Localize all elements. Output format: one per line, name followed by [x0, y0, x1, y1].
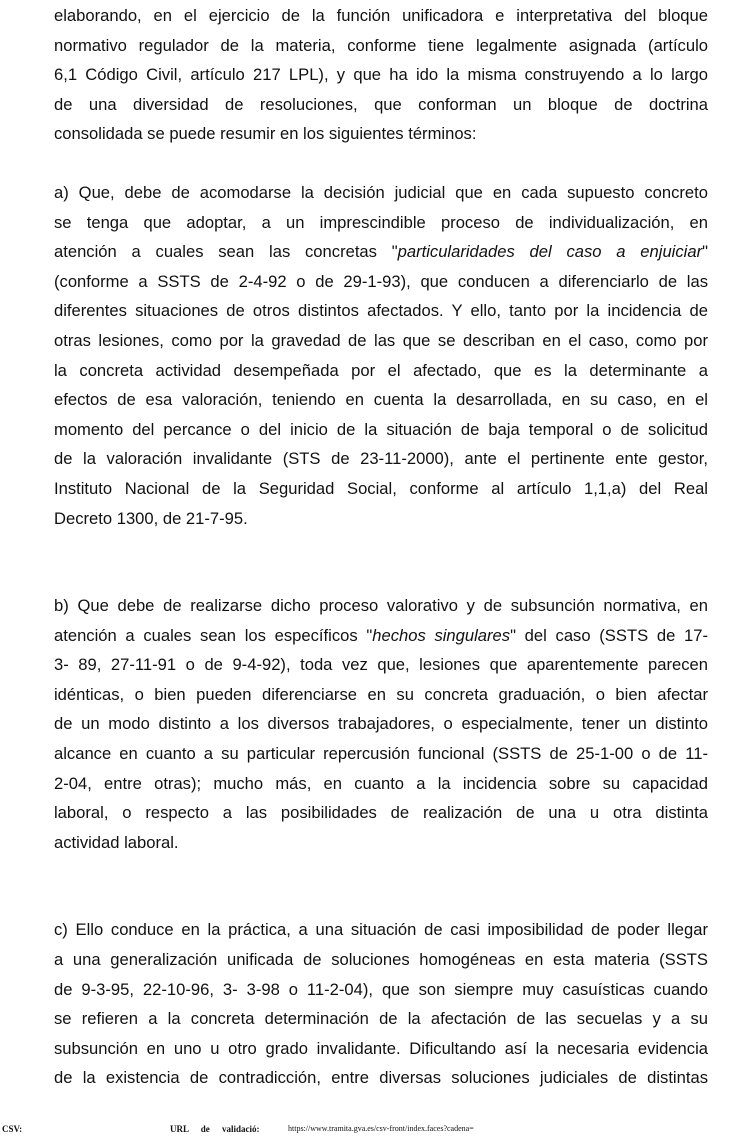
text-segment: " del caso (SSTS de 17-	[510, 625, 708, 645]
text-line: (conforme a SSTS de 2-4-92 o de 29-1-93), que conducen a diferenciarlo de las	[54, 271, 708, 291]
text-line: actividad laboral.	[54, 832, 179, 852]
paragraph-intro	[54, 0, 708, 149]
text-line: c) Ello conduce en la práctica, a una situación de casi imposibilidad de poder llegar	[54, 920, 708, 940]
text-segment: atención a cuales sean los específicos "	[54, 625, 373, 645]
text-segment: "	[702, 242, 708, 262]
document-page	[54, 0, 708, 1093]
csv-label: CSV:	[2, 1124, 23, 1134]
text-line: efectos de esa valoración, teniendo en cuenta la desarrollada, en su caso, en el	[54, 390, 708, 410]
validation-footer	[0, 1124, 750, 1140]
text-line: Decreto 1300, de 21-7-95.	[54, 508, 248, 528]
paragraph-b	[54, 591, 708, 857]
text-segment: atención a cuales sean las concretas "	[54, 242, 398, 262]
text-line: se refieren a la concreta determinación de la afectación de las secuelas y a su	[54, 1009, 708, 1029]
text-line: alcance en cuanto a su particular repercusión funcional (SSTS de 25-1-00 o de 11-	[54, 744, 708, 764]
text-line: consolidada se puede resumir en los siguientes términos:	[54, 124, 477, 144]
text-line: la concreta actividad desempeñada por el afectado, que es la determinante a	[54, 360, 708, 380]
text-line: de la valoración invalidante (STS de 23-11-2000), ante el pertinente ente gestor,	[54, 449, 708, 469]
text-line: Instituto Nacional de la Seguridad Social, conforme al artículo 1,1,a) del Real	[54, 478, 708, 498]
text-line-with-emphasis	[54, 621, 708, 651]
text-line: momento del percance o del inicio de la situación de baja temporal o de solicitud	[54, 419, 708, 439]
text-line: 2-04, entre otras); mucho más, en cuanto a la incidencia sobre su capacidad	[54, 773, 708, 793]
emphasis-text: particularidades del caso a enjuiciar	[397, 242, 703, 262]
paragraph-c	[54, 915, 708, 1093]
text-line: de una diversidad de resoluciones, que conforman un bloque de doctrina	[54, 94, 708, 114]
emphasis-text: hechos singulares	[372, 625, 511, 645]
text-line: idénticas, o bien pueden diferenciarse en su concreta graduación, o bien afectar	[54, 684, 708, 704]
text-line: subsunción en uno u otro grado invalidante. Dificultando así la necesaria evidencia	[54, 1038, 708, 1058]
text-line: 3- 89, 27-11-91 o de 9-4-92), toda vez que, lesiones que aparentemente parecen	[54, 655, 708, 675]
text-line: de un modo distinto a los diversos trabajadores, o especialmente, tener un distinto	[54, 714, 708, 734]
text-line: 6,1 Código Civil, artículo 217 LPL), y que ha ido la misma construyendo a lo largo	[54, 65, 708, 85]
text-line: de la existencia de contradicción, entre diversas soluciones judiciales de distintas	[54, 1068, 708, 1088]
paragraph-a	[54, 178, 708, 533]
text-line: se tenga que adoptar, a un imprescindible proceso de individualización, en	[54, 212, 708, 232]
text-line: normativo regulador de la materia, conforme tiene legalmente asignada (artículo	[54, 35, 708, 55]
text-line: de 9-3-95, 22-10-96, 3- 3-98 o 11-2-04), que son siempre muy casuísticas cuando	[54, 979, 708, 999]
text-line: a una generalización unificada de soluciones homogéneas en esta materia (SSTS	[54, 950, 708, 970]
validation-url-label: URL de validació:	[170, 1124, 260, 1134]
validation-url-link[interactable]: https://www.tramita.gva.es/csv-front/index.faces?cadena=	[288, 1124, 474, 1133]
text-line: otras lesiones, como por la gravedad de las que se describan en el caso, como por	[54, 330, 708, 350]
text-line: laboral, o respecto a las posibilidades de realización de una u otra distinta	[54, 803, 708, 823]
text-line: diferentes situaciones de otros distintos afectados. Y ello, tanto por la incidencia de	[54, 301, 708, 321]
text-line: b) Que debe de realizarse dicho proceso valorativo y de subsunción normativa, en	[54, 596, 708, 616]
text-line: elaborando, en el ejercicio de la función unificadora e interpretativa del bloque	[54, 6, 708, 25]
text-line-with-emphasis	[54, 237, 708, 267]
text-line: a) Que, debe de acomodarse la decisión judicial que en cada supuesto concreto	[54, 182, 708, 202]
